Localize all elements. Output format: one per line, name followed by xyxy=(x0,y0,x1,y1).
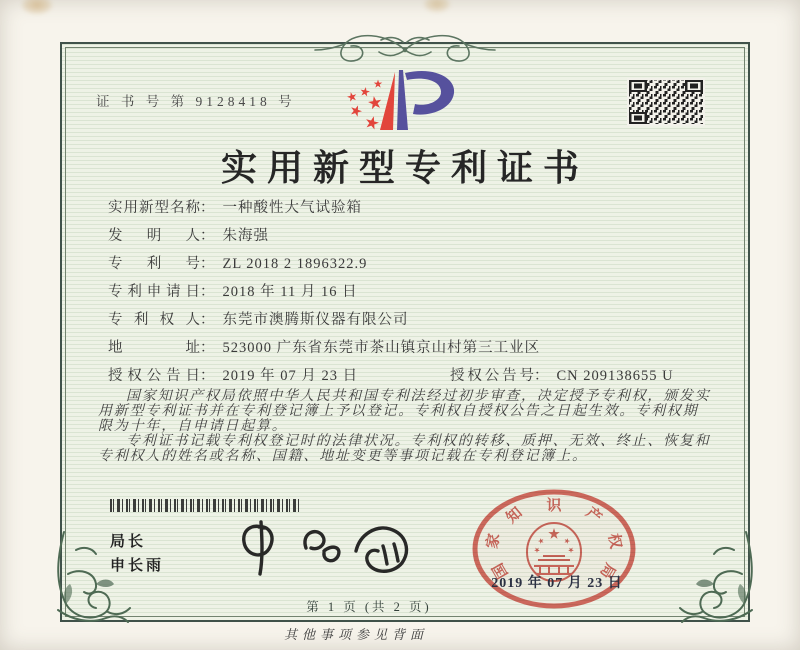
legal-text xyxy=(98,389,712,464)
field-row-inventor xyxy=(108,227,728,245)
label-colon: ： xyxy=(200,284,215,300)
field-label: 授权公告日 xyxy=(108,368,200,384)
scan-smudge xyxy=(424,0,450,12)
field-label: 地址 xyxy=(108,340,200,356)
seal-char: 权 xyxy=(604,532,624,550)
official-seal xyxy=(462,484,652,619)
scan-smudge xyxy=(22,0,52,14)
field-value: CN 209138655 U xyxy=(556,368,674,384)
page-number: 第 1 页 (共 2 页) xyxy=(306,600,432,614)
certificate-number: 证 书 号 第 9128418 号 xyxy=(96,94,296,109)
seal-char: 家 xyxy=(484,532,504,550)
field-label: 发明人 xyxy=(108,228,200,244)
certificate-title: 实用新型专利证书 xyxy=(220,148,589,188)
star-icons xyxy=(346,80,382,131)
field-label: 专利申请日 xyxy=(108,284,200,300)
barcode xyxy=(110,499,300,512)
qr-code xyxy=(627,78,705,126)
certificate-page xyxy=(60,42,750,622)
legal-paragraph: 国家知识产权局依照中华人民共和国专利法经过初步审查，决定授予专利权，颁发实用新型专利证书并在专利登记簿上予以登记。专利权自授权公告之日起生效。专利权期限为十年，自申请日起算。 xyxy=(98,389,711,434)
label-colon: ： xyxy=(200,256,215,272)
field-row-name xyxy=(108,199,728,217)
field-list xyxy=(108,199,728,395)
label-colon: ： xyxy=(200,340,215,356)
grant-number xyxy=(450,367,674,385)
label-colon: ： xyxy=(200,200,215,216)
seal-char: 产 xyxy=(582,504,605,527)
top-flourish-ornament xyxy=(285,28,525,70)
field-value: 2018 年 11 月 16 日 xyxy=(222,284,358,300)
field-row-address xyxy=(108,339,728,357)
cnipa-logo xyxy=(322,66,470,144)
field-label: 专利号 xyxy=(108,256,200,272)
seal-char: 局 xyxy=(596,559,618,582)
signer-name: 申长雨 xyxy=(110,557,165,574)
seal-char: 国 xyxy=(490,559,512,582)
field-label: 专利权人 xyxy=(108,312,200,328)
label-colon: ： xyxy=(534,368,549,384)
field-row-grant-date xyxy=(108,367,728,385)
corner-ornament xyxy=(666,526,758,626)
signer-block xyxy=(110,530,164,578)
field-row-patent-no xyxy=(108,255,728,273)
field-row-patentee xyxy=(108,311,728,329)
field-value: 2019 年 07 月 23 日 xyxy=(222,368,359,384)
seal-char: 识 xyxy=(546,498,562,514)
signer-title: 局长 xyxy=(110,533,147,550)
field-value: 朱海强 xyxy=(222,228,269,244)
handwritten-signature xyxy=(234,520,424,578)
seal-char: 知 xyxy=(503,504,526,527)
label-colon: ： xyxy=(200,312,215,328)
field-row-filing-date xyxy=(108,283,728,301)
field-value: ZL 2018 2 1896322.9 xyxy=(222,256,368,272)
field-value: 东莞市澳腾斯仪器有限公司 xyxy=(222,312,409,328)
seal-date: 2019 年 07 月 23 日 xyxy=(491,576,623,591)
legal-paragraph: 专利证书记载专利权登记时的法律状况。专利权的转移、质押、无效、终止、恢复和专利权人的姓名或名称、国籍、地址变更等事项记载在专利登记簿上。 xyxy=(98,434,711,464)
field-value: 523000 广东省东莞市茶山镇京山村第三工业区 xyxy=(222,340,541,356)
label-colon: ： xyxy=(200,228,215,244)
field-label: 实用新型名称 xyxy=(108,200,200,216)
label-colon: ： xyxy=(200,368,215,384)
field-label: 授权公告号 xyxy=(450,368,534,384)
field-value: 一种酸性大气试验箱 xyxy=(222,200,362,216)
back-note: 其他事项参见背面 xyxy=(283,627,429,642)
